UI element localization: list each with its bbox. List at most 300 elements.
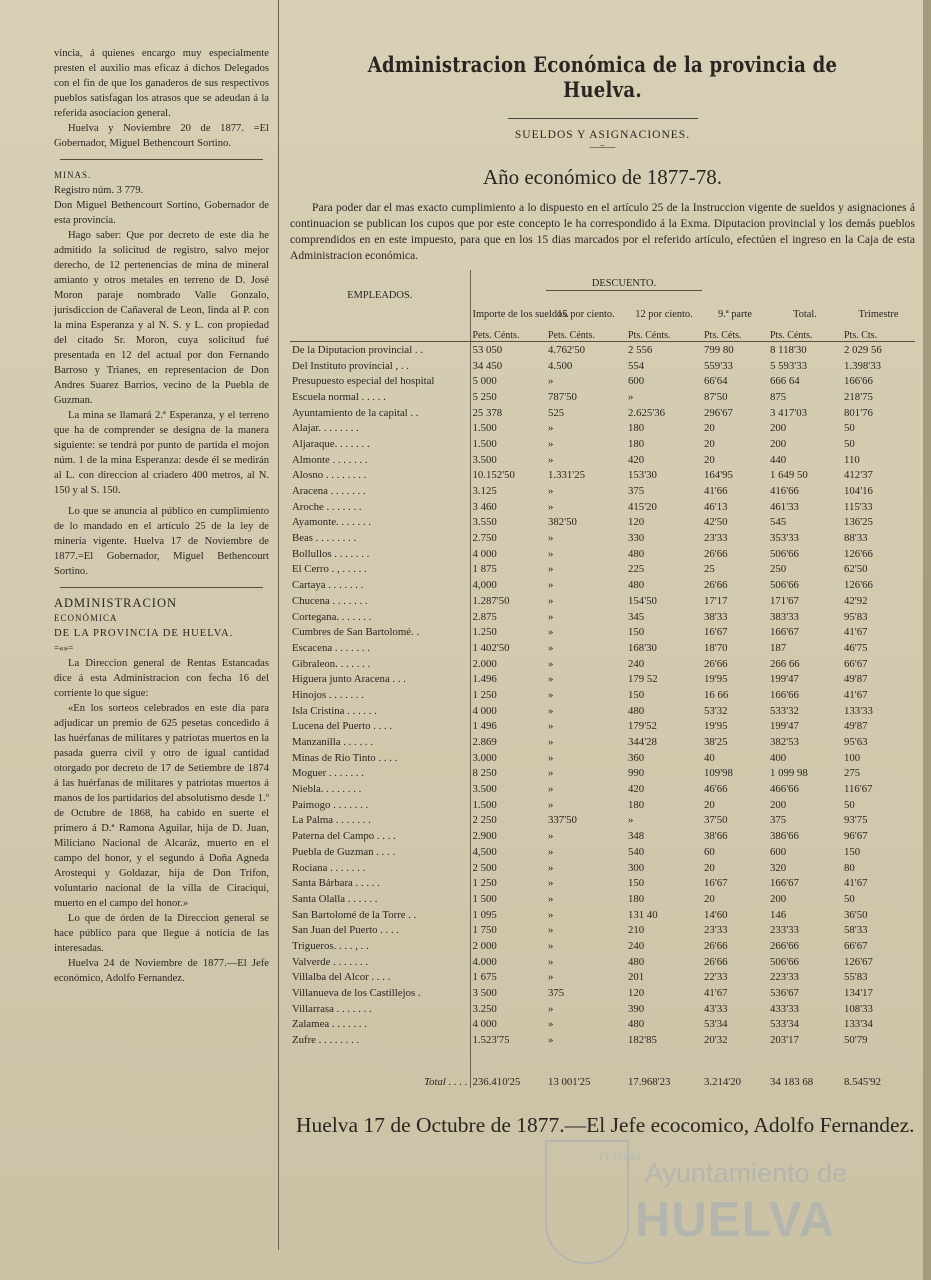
row-value-tot: 1 099 98 <box>770 767 808 780</box>
row-value-tri: 49'87 <box>844 673 868 686</box>
row-value-nov: 19'95 <box>704 673 728 686</box>
row-value-d15: » <box>548 736 554 749</box>
total-row <box>290 1048 915 1088</box>
row-value-tot: 250 <box>770 563 787 576</box>
row-employer-name: Lucena del Puerto . . . . <box>292 720 393 733</box>
row-value-d15: » <box>548 1002 554 1015</box>
row-value-tot: 203'17 <box>770 1034 799 1047</box>
row-value-d15: » <box>548 579 554 592</box>
row-value-imp: 1.287'50 <box>470 593 546 609</box>
row-employer-name: Ayamonte. . . . . . . <box>292 516 372 529</box>
row-value-d15: » <box>548 939 554 952</box>
row-value-tot: 545 <box>770 516 787 529</box>
row-value-d12: 120 <box>628 516 645 529</box>
row-value-d15: 382'50 <box>548 516 577 529</box>
row-value-nov: 109'98 <box>704 767 733 780</box>
row-value-imp: 2.900 <box>470 828 546 844</box>
table-row <box>290 483 915 499</box>
unit-label: Pts. Cts. <box>842 321 915 342</box>
row-value-d15: » <box>548 453 554 466</box>
row-value-d15: » <box>548 375 554 388</box>
row-value-imp: 1.500 <box>470 436 546 452</box>
row-value-tot: 506'66 <box>770 579 799 592</box>
table-row <box>290 1017 915 1033</box>
minas-heading: MINAS. <box>54 170 92 180</box>
left-signature-1: Huelva y Noviembre 20 de 1877. =El Gobernador, Miguel Bethencourt Sortino. <box>54 123 269 149</box>
table-body <box>290 342 915 1048</box>
row-value-imp: 2 500 <box>470 860 546 876</box>
row-value-imp: 2 250 <box>470 813 546 829</box>
row-value-d12: » <box>628 390 634 403</box>
row-value-d15: » <box>548 924 554 937</box>
row-employer-name: Aracena . . . . . . . <box>292 485 366 498</box>
row-employer-name: Villalba del Alcor . . . . <box>292 971 391 984</box>
row-value-nov: 23'33 <box>704 924 728 937</box>
row-value-tot: 5 593'33 <box>770 359 808 372</box>
table-row <box>290 970 915 986</box>
row-value-nov: 37'50 <box>704 814 728 827</box>
minas-paragraph: Hago saber: Que por decreto de este dia he admitido la solicitud de registro, salvo mejor derecho, de 12 pertenencias de mina de mineral amianto y otros metales en terreno de D. José Moron paraje nombrado Valle Gonzalo, jurisdiccion de Cañaveral de Leon, linda al P. con la mina Esperanza y al N. S. y L. con propiedad del citado Sr. Moron, cuya solicitud fué presentada en 12 del actual por don Fernando Barroso y Trianes, en representacion de Don Andres Suarez Barrios, vecino de la Puebla de Guzman. <box>54 230 269 406</box>
row-value-tot: 1 649 50 <box>770 469 808 482</box>
row-value-imp: 4 000 <box>470 1017 546 1033</box>
row-value-tri: 58'33 <box>844 924 868 937</box>
total-12: 17.968'23 <box>628 1075 671 1088</box>
row-value-tri: 133'34 <box>844 1018 873 1031</box>
row-value-nov: 60 <box>704 845 715 858</box>
total-novena: 3.214'20 <box>704 1075 742 1088</box>
row-value-d12: 480 <box>628 547 645 560</box>
row-employer-name: Santa Olalla . . . . . . <box>292 892 378 905</box>
row-value-d12: 201 <box>628 971 645 984</box>
row-value-tot: 199'47 <box>770 720 799 733</box>
row-employer-name: Almonte . . . . . . . <box>292 453 368 466</box>
total-trimestre: 8.545'92 <box>844 1075 882 1088</box>
row-employer-name: Paterna del Campo . . . . <box>292 830 396 843</box>
admin-paragraph: Lo que de órden de la Direccion general se hace público para que llegue á noticia de las interesadas. <box>54 913 269 954</box>
row-value-nov: 38'33 <box>704 610 728 623</box>
row-value-tri: 110 <box>844 453 860 466</box>
row-employer-name: Paimogo . . . . . . . <box>292 798 369 811</box>
row-value-d15: » <box>548 547 554 560</box>
table-row <box>290 734 915 750</box>
row-value-d12: 600 <box>628 375 645 388</box>
row-value-tri: 66'67 <box>844 657 868 670</box>
row-value-imp: 8 250 <box>470 766 546 782</box>
row-value-nov: 17'17 <box>704 594 728 607</box>
row-value-d12: 360 <box>628 751 645 764</box>
row-value-d15: » <box>548 908 554 921</box>
row-value-tri: 116'67 <box>844 783 873 796</box>
table-row <box>290 985 915 1001</box>
minas-paragraph: La mina se llamará 2.ª Esperanza, y el terreno que ha de comprender se designa de la manera siguiente: se tendrá por punto de partida el mojon núm. 1 de la mina Esperanza: desde él se medirán al L. con direccion al criadero 400 metros, al N. 150 y al S. 150. <box>54 410 269 496</box>
row-value-d12: 168'30 <box>628 641 657 654</box>
row-employer-name: Trigueros. . . . , . . <box>292 939 369 952</box>
row-value-tot: 400 <box>770 751 787 764</box>
row-value-nov: 26'66 <box>704 579 728 592</box>
row-value-d15: » <box>548 971 554 984</box>
row-employer-name: Rociana . . . . . . . <box>292 861 366 874</box>
row-value-d15: » <box>548 1018 554 1031</box>
row-value-tri: 275 <box>844 767 861 780</box>
table-row <box>290 671 915 687</box>
row-value-tot: 533'32 <box>770 704 799 717</box>
unit-label: Pts. Cénts. <box>768 321 842 342</box>
row-value-nov: 16'67 <box>704 877 728 890</box>
left-paragraph-1: vincia, á quienes encargo muy especialmente presten el auxilio mas eficaz á dichos Delegados con el fin de que los ganaderos de sus respectivos pueblos satisfagan los atrasos que se adeudan á la referida asociacion general. <box>54 48 269 119</box>
row-value-tri: 50 <box>844 437 855 450</box>
row-employer-name: Minas de Rio Tinto . . . . <box>292 751 398 764</box>
row-value-tri: 218'75 <box>844 390 873 403</box>
row-value-tri: 108'33 <box>844 1002 873 1015</box>
row-value-nov: 43'33 <box>704 1002 728 1015</box>
row-employer-name: Ayuntamiento de la capital . . <box>292 406 419 419</box>
row-value-tot: 375 <box>770 814 787 827</box>
row-value-d15: » <box>548 783 554 796</box>
row-value-tot: 223'33 <box>770 971 799 984</box>
row-employer-name: Niebla. . . . . . . . <box>292 783 362 796</box>
row-value-imp: 3.550 <box>470 515 546 531</box>
row-value-tri: 62'50 <box>844 563 868 576</box>
unit-label: Pets. Cénts. <box>470 321 546 342</box>
total-15: 13 001'25 <box>548 1075 591 1088</box>
row-value-imp: 10.152'50 <box>470 468 546 484</box>
row-employer-name: Cartaya . . . . . . . <box>292 579 364 592</box>
row-value-d15: » <box>548 594 554 607</box>
row-employer-name: Cumbres de San Bartolomé. . <box>292 626 420 639</box>
row-value-d15: 4.500 <box>548 359 573 372</box>
row-value-d12: 554 <box>628 359 645 372</box>
row-value-d12: » <box>628 814 634 827</box>
total-label: Total . . . . <box>424 1075 468 1088</box>
row-value-d15: 375 <box>548 987 565 1000</box>
table-row <box>290 562 915 578</box>
table-row <box>290 389 915 405</box>
row-value-d15: » <box>548 751 554 764</box>
row-employer-name: Aroche . . . . . . . <box>292 500 362 513</box>
row-value-tri: 80 <box>844 861 855 874</box>
row-value-tri: 133'33 <box>844 704 873 717</box>
row-value-imp: 1 496 <box>470 719 546 735</box>
row-value-nov: 22'33 <box>704 971 728 984</box>
row-value-tot: 461'33 <box>770 500 799 513</box>
row-value-d12: 420 <box>628 453 645 466</box>
row-value-imp: 4 000 <box>470 703 546 719</box>
row-value-d12: 420 <box>628 783 645 796</box>
row-employer-name: La Palma . . . . . . . <box>292 814 371 827</box>
row-value-tot: 533'34 <box>770 1018 799 1031</box>
table-row <box>290 452 915 468</box>
row-value-tri: 49'87 <box>844 720 868 733</box>
salary-table <box>290 270 915 1088</box>
row-value-tot: 440 <box>770 453 787 466</box>
row-value-imp: 4.000 <box>470 954 546 970</box>
row-value-d12: 180 <box>628 798 645 811</box>
watermark-bottom-text: HUELVA <box>635 1193 836 1247</box>
row-value-tri: 115'33 <box>844 500 873 513</box>
row-employer-name: Aljaraque. . . . . . . <box>292 437 370 450</box>
table-row <box>290 405 915 421</box>
row-value-imp: 1.500 <box>470 797 546 813</box>
unit-label: Pts. Cénts. <box>626 321 702 342</box>
row-value-d15: » <box>548 1034 554 1047</box>
table-row <box>290 719 915 735</box>
row-value-d15: » <box>548 657 554 670</box>
row-employer-name: Escacena . . . . . . . <box>292 641 370 654</box>
row-value-imp: 1.500 <box>470 420 546 436</box>
row-employer-name: San Juan del Puerto . . . . <box>292 924 400 937</box>
minas-governor: Don Miguel Bethencourt Sortino, Gobernador de esta provincia. <box>54 200 269 226</box>
row-value-d12: 480 <box>628 579 645 592</box>
row-value-nov: 20'32 <box>704 1034 728 1047</box>
row-value-tri: 55'83 <box>844 971 868 984</box>
row-value-tri: 41'67 <box>844 877 868 890</box>
table-row <box>290 530 915 546</box>
row-value-d15: » <box>548 610 554 623</box>
left-column <box>54 46 269 986</box>
row-value-nov: 19'95 <box>704 720 728 733</box>
ornament-dash: —=— <box>589 142 616 153</box>
row-value-d12: 153'30 <box>628 469 657 482</box>
row-value-imp: 53 050 <box>470 342 546 358</box>
row-value-tot: 8 118'30 <box>770 343 807 356</box>
row-value-nov: 23'33 <box>704 532 728 545</box>
row-value-d12: 180 <box>628 892 645 905</box>
row-value-tri: 46'75 <box>844 641 868 654</box>
row-value-nov: 14'60 <box>704 908 728 921</box>
row-value-nov: 20 <box>704 453 715 466</box>
row-value-tot: 382'53 <box>770 736 799 749</box>
row-employer-name: Zufre . . . . . . . . <box>292 1034 360 1047</box>
row-value-d12: 348 <box>628 830 645 843</box>
row-value-d15: » <box>548 767 554 780</box>
fiscal-year-title: Año económico de 1877-78. <box>482 165 723 189</box>
row-value-imp: 2.869 <box>470 734 546 750</box>
row-value-d12: 180 <box>628 437 645 450</box>
watermark-motto: ET TERRA <box>599 1152 642 1162</box>
units-row <box>290 321 915 342</box>
row-value-imp: 2.750 <box>470 530 546 546</box>
row-employer-name: Escuela normal . . . . . <box>292 390 386 403</box>
divider <box>60 587 263 588</box>
row-value-d12: 344'28 <box>628 736 657 749</box>
row-value-d15: » <box>548 830 554 843</box>
row-value-d15: » <box>548 892 554 905</box>
row-value-d12: 2 556 <box>628 343 653 356</box>
row-employer-name: Villarrasa . . . . . . . <box>292 1002 372 1015</box>
row-value-tri: 96'67 <box>844 830 868 843</box>
row-value-tot: 320 <box>770 861 787 874</box>
row-value-d12: 120 <box>628 987 645 1000</box>
row-value-tot: 200 <box>770 437 787 450</box>
row-value-imp: 5 250 <box>470 389 546 405</box>
row-value-nov: 18'70 <box>704 641 728 654</box>
total-importe: 236.410'25 <box>470 1048 546 1088</box>
row-value-imp: 34 450 <box>470 358 546 374</box>
row-value-tot: 199'47 <box>770 673 799 686</box>
row-value-d12: 480 <box>628 955 645 968</box>
table-row <box>290 515 915 531</box>
table-row <box>290 609 915 625</box>
table-row <box>290 624 915 640</box>
row-value-tot: 506'66 <box>770 955 799 968</box>
row-value-nov: 38'25 <box>704 736 728 749</box>
table-row <box>290 1001 915 1017</box>
table-row <box>290 499 915 515</box>
row-employer-name: Del Instituto provincial , . . <box>292 359 409 372</box>
row-value-nov: 26'66 <box>704 955 728 968</box>
row-value-tri: 36'50 <box>844 908 868 921</box>
row-value-tot: 600 <box>770 845 787 858</box>
table-row <box>290 781 915 797</box>
row-value-nov: 296'67 <box>704 406 733 419</box>
row-value-imp: 1.496 <box>470 671 546 687</box>
header-trimestre: Trimestre <box>858 309 899 320</box>
row-value-tot: 166'67 <box>770 626 799 639</box>
row-value-d15: 1.331'25 <box>548 469 586 482</box>
row-value-tot: 266 66 <box>770 657 800 670</box>
table-row <box>290 687 915 703</box>
row-value-d12: 415'20 <box>628 500 657 513</box>
row-value-imp: 25 378 <box>470 405 546 421</box>
row-value-imp: 3 500 <box>470 985 546 1001</box>
row-value-d15: » <box>548 798 554 811</box>
row-value-tot: 386'66 <box>770 830 799 843</box>
table-row <box>290 907 915 923</box>
row-value-d12: 179 52 <box>628 673 658 686</box>
archive-watermark <box>535 1140 865 1270</box>
row-value-d12: 540 <box>628 845 645 858</box>
row-value-tri: 93'75 <box>844 814 868 827</box>
right-column <box>290 46 915 1088</box>
row-value-nov: 20 <box>704 437 715 450</box>
row-value-tot: 200 <box>770 892 787 905</box>
row-value-d15: 787'50 <box>548 390 577 403</box>
total-total: 34 183 68 <box>770 1075 814 1088</box>
admin-province: DE LA PROVINCIA DE HUELVA. <box>54 628 234 639</box>
table-row <box>290 656 915 672</box>
table-row <box>290 373 915 389</box>
row-value-d12: 131 40 <box>628 908 658 921</box>
row-value-imp: 1 875 <box>470 562 546 578</box>
row-value-tot: 666 64 <box>770 375 800 388</box>
column-rule <box>278 0 279 1250</box>
row-value-tot: 146 <box>770 908 787 921</box>
row-value-imp: 1 402'50 <box>470 640 546 656</box>
row-value-tot: 416'66 <box>770 485 799 498</box>
row-value-imp: 1 500 <box>470 891 546 907</box>
row-value-d15: » <box>548 500 554 513</box>
row-value-tri: 50 <box>844 798 855 811</box>
row-value-d12: 150 <box>628 688 645 701</box>
row-value-d15: » <box>548 877 554 890</box>
row-employer-name: San Bartolomé de la Torre . . <box>292 908 417 921</box>
row-value-nov: 53'32 <box>704 704 728 717</box>
row-employer-name: Valverde . . . . . . . <box>292 955 369 968</box>
row-value-tri: 134'17 <box>844 987 873 1000</box>
minas-paragraph: Lo que se anuncia al público en cumplimiento de lo mandado en el artículo 25 de la ley de minería vigente. Huelva 17 de Noviembre de 1877.=El Gobernador, Miguel Bethencourt Sortino. <box>54 506 269 577</box>
row-value-tot: 166'67 <box>770 877 799 890</box>
row-value-d15: » <box>548 955 554 968</box>
row-value-tri: 50 <box>844 892 855 905</box>
row-value-nov: 16 66 <box>704 688 729 701</box>
table-row <box>290 844 915 860</box>
row-value-tot: 506'66 <box>770 547 799 560</box>
table-row <box>290 436 915 452</box>
table-row <box>290 797 915 813</box>
unit-label: Pts. Céts. <box>702 321 768 342</box>
section-subtitle: SUELDOS Y ASIGNACIONES. <box>514 129 691 141</box>
row-value-d15: » <box>548 532 554 545</box>
row-value-d12: 225 <box>628 563 645 576</box>
row-value-tot: 383'33 <box>770 610 799 623</box>
row-value-d12: 375 <box>628 485 645 498</box>
row-value-nov: 41'67 <box>704 987 728 1000</box>
unit-label: Pets. Cénts. <box>546 321 626 342</box>
row-value-nov: 164'95 <box>704 469 733 482</box>
table-row <box>290 938 915 954</box>
table-row <box>290 358 915 374</box>
row-employer-name: Higuera junto Aracena . . . <box>292 673 406 686</box>
table-header-row <box>290 270 915 291</box>
row-value-tot: 433'33 <box>770 1002 799 1015</box>
row-value-imp: 3.250 <box>470 1001 546 1017</box>
row-value-tot: 875 <box>770 390 787 403</box>
row-value-tri: 41'67 <box>844 688 868 701</box>
row-value-tri: 126'66 <box>844 579 873 592</box>
row-value-tri: 100 <box>844 751 861 764</box>
row-value-d15: » <box>548 437 554 450</box>
row-value-imp: 3.000 <box>470 750 546 766</box>
table-row <box>290 703 915 719</box>
row-value-imp: 1 250 <box>470 875 546 891</box>
row-value-tri: 88'33 <box>844 532 868 545</box>
row-value-d12: 180 <box>628 422 645 435</box>
row-value-nov: 41'66 <box>704 485 728 498</box>
row-value-tot: 233'33 <box>770 924 799 937</box>
header-descuento: DESCUENTO. <box>546 270 702 291</box>
row-value-nov: 20 <box>704 422 715 435</box>
table-row <box>290 640 915 656</box>
table-row <box>290 546 915 562</box>
watermark-top-text: Ayuntamiento de <box>645 1158 848 1188</box>
row-value-imp: 3 460 <box>470 499 546 515</box>
table-row <box>290 342 915 358</box>
header-15-percent: 15 por ciento. <box>557 309 615 320</box>
row-value-d15: » <box>548 845 554 858</box>
row-value-d15: » <box>548 626 554 639</box>
row-employer-name: Isla Cristina . . . . . . <box>292 704 377 717</box>
header-importe: Importe de los sueldos. <box>470 270 546 321</box>
row-employer-name: De la Diputacion provincial . . <box>292 343 424 356</box>
row-value-d15: » <box>548 704 554 717</box>
table-row <box>290 922 915 938</box>
row-value-nov: 20 <box>704 861 715 874</box>
row-value-tot: 536'67 <box>770 987 799 1000</box>
table-row <box>290 954 915 970</box>
divider <box>60 159 263 160</box>
row-value-tot: 187 <box>770 641 787 654</box>
row-value-tri: 95'63 <box>844 736 868 749</box>
row-value-imp: 4,000 <box>470 577 546 593</box>
row-employer-name: Puebla de Guzman . . . . <box>292 845 396 858</box>
row-employer-name: Alajar. . . . . . . . <box>292 422 359 435</box>
row-value-imp: 2.000 <box>470 656 546 672</box>
row-value-nov: 26'66 <box>704 547 728 560</box>
row-value-d12: 240 <box>628 939 645 952</box>
row-value-d12: 330 <box>628 532 645 545</box>
row-value-nov: 25 <box>704 563 715 576</box>
row-employer-name: El Cerro . , . . . . . <box>292 563 367 576</box>
